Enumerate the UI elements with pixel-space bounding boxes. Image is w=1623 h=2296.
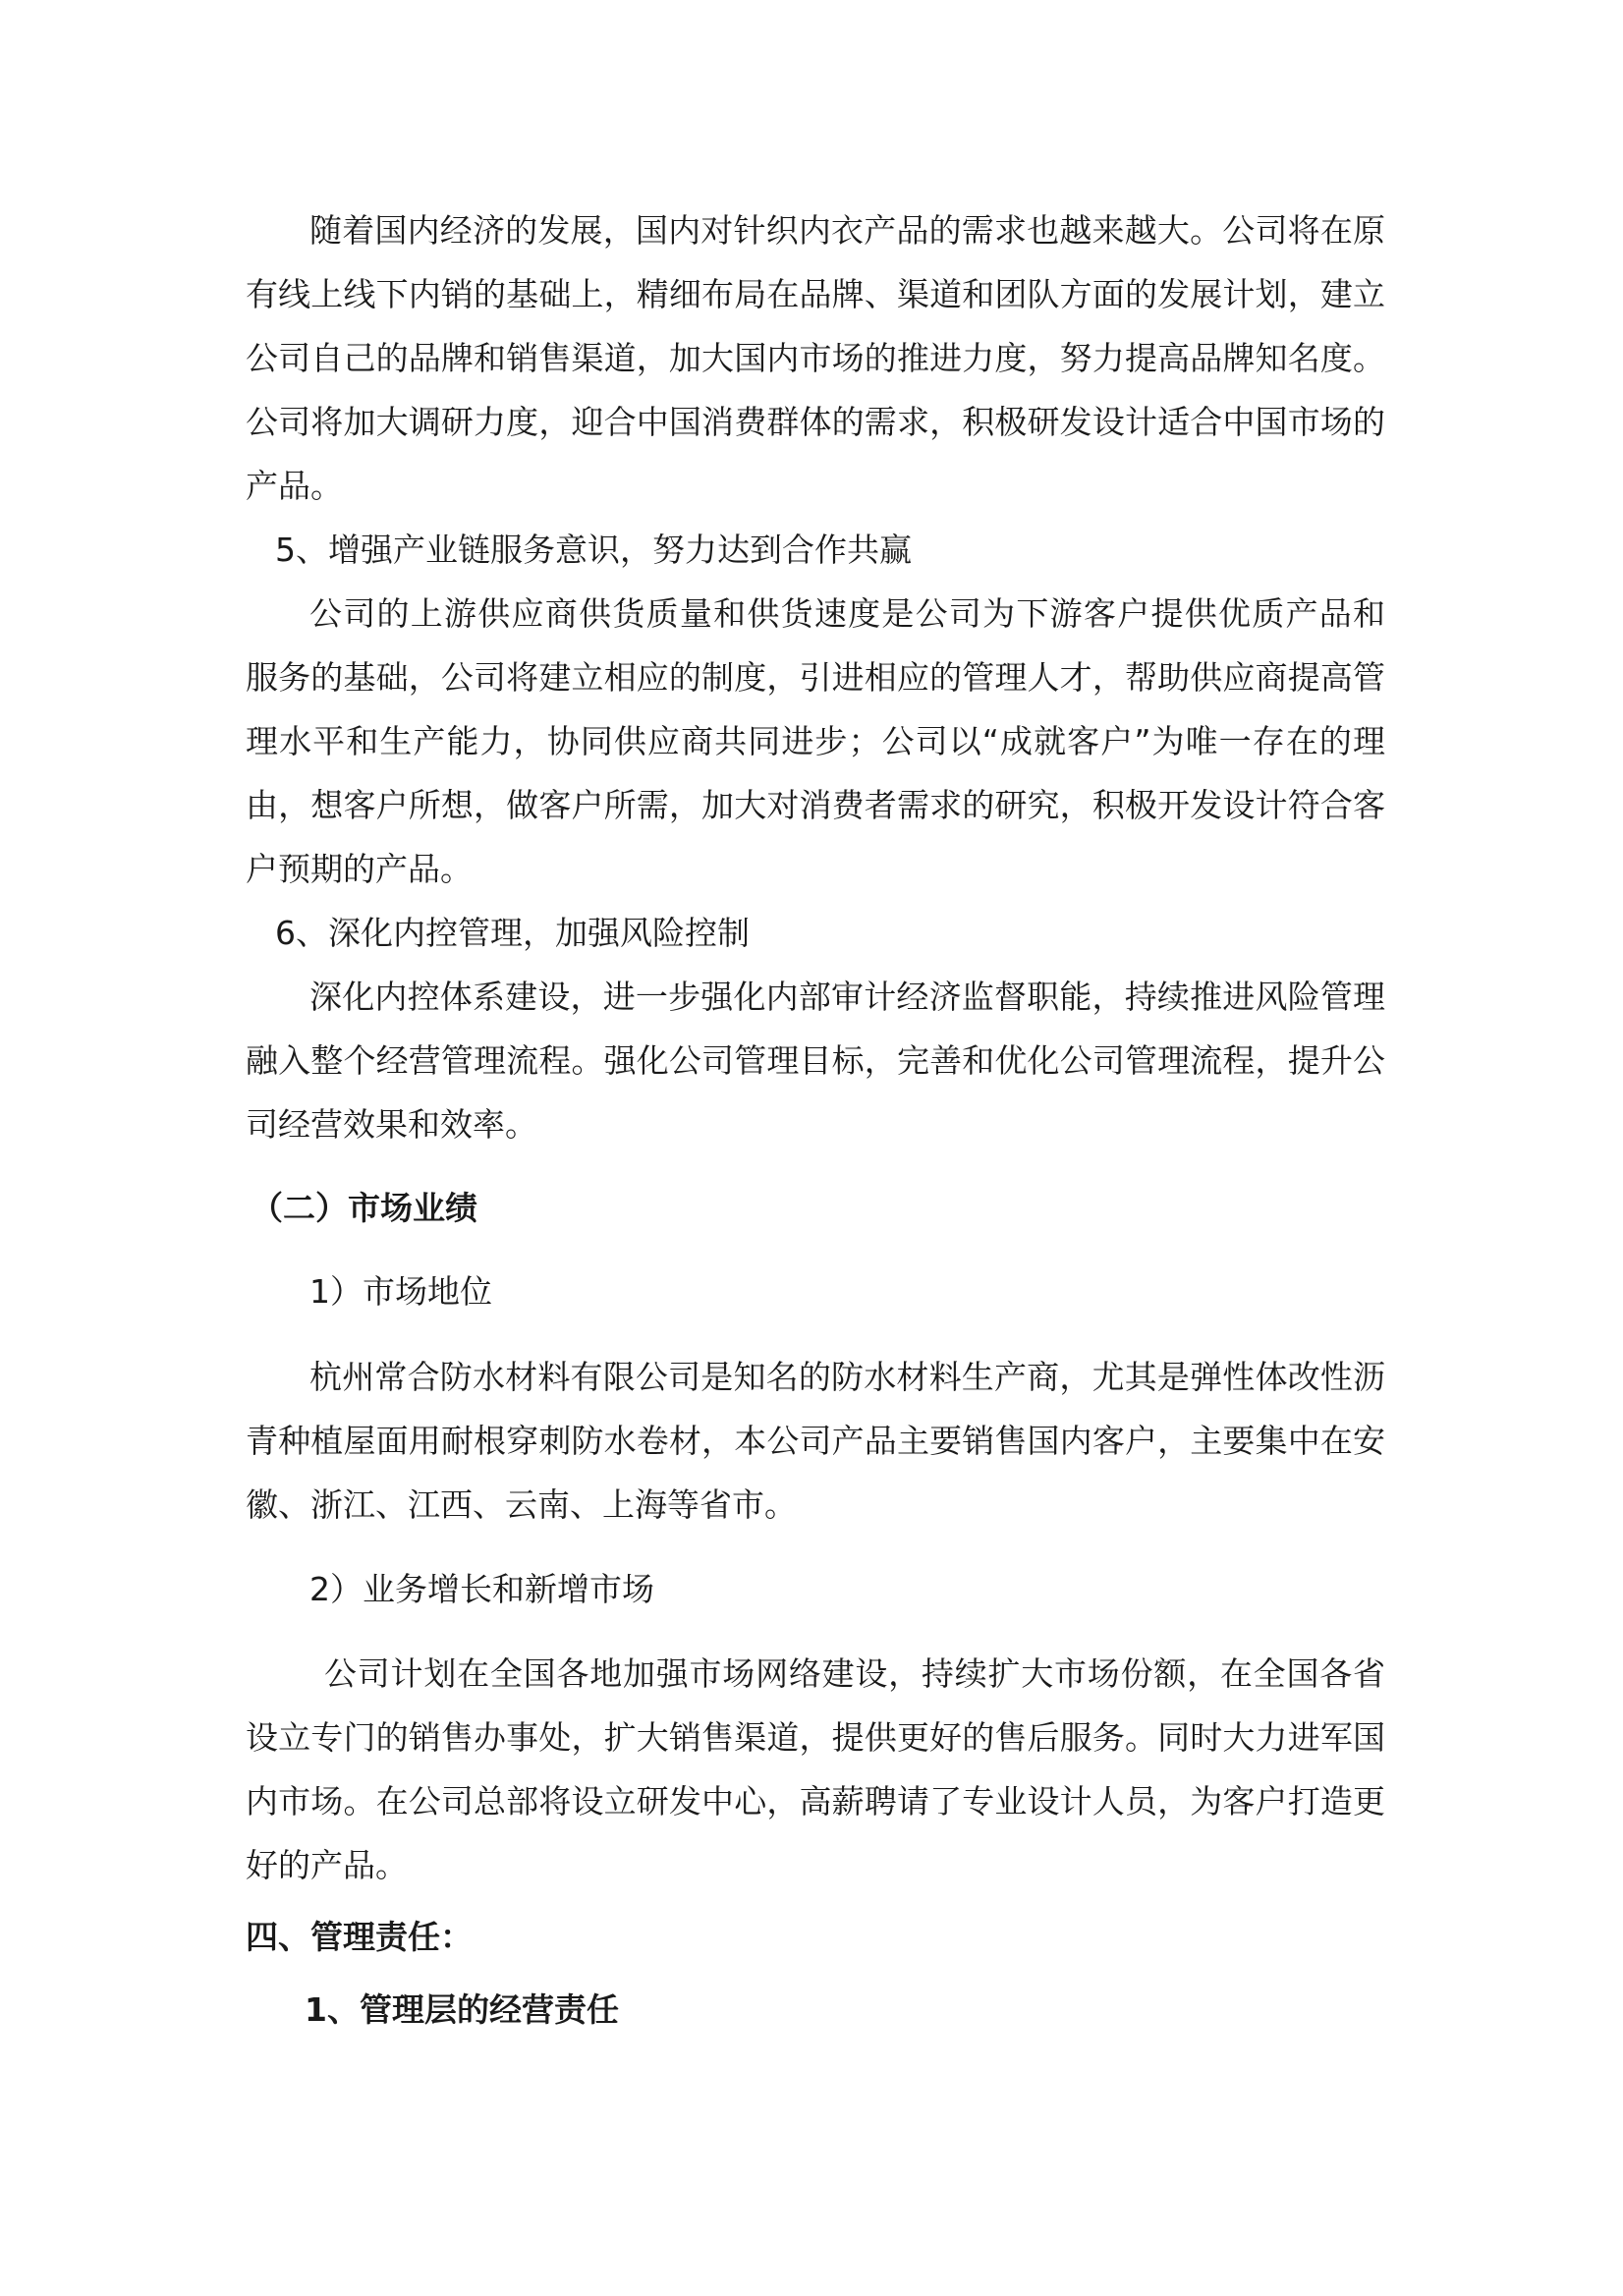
paragraph-line: 公司自己的品牌和销售渠道，加大国内市场的推进力度，努力提高品牌知名度。 [246, 339, 1385, 377]
subsection-heading: 1、管理层的经营责任 [305, 1990, 619, 2029]
paragraph-line: 有线上线下内销的基础上，精细布局在品牌、渠道和团队方面的发展计划，建立 [246, 275, 1385, 313]
paragraph-line: 公司计划在全国各地加强市场网络建设，持续扩大市场份额，在全国各省 [324, 1654, 1385, 1693]
paragraph-line: 产品。 [246, 467, 343, 505]
paragraph-line: 徽、浙江、江西、云南、上海等省市。 [246, 1485, 797, 1524]
paragraph-line: 司经营效果和效率。 [246, 1105, 537, 1144]
paragraph-line: 深化内控体系建设，进一步强化内部审计经济监督职能，持续推进风险管理 [309, 978, 1385, 1016]
paragraph-line: 理水平和生产能力，协同供应商共同进步；公司以“成就客户”为唯一存在的理 [246, 722, 1385, 760]
paragraph-line: 户预期的产品。 [246, 850, 473, 888]
item-heading: 5、增强产业链服务意识，努力达到合作共赢 [275, 531, 912, 569]
paragraph-line: 由，想客户所想，做客户所需，加大对消费者需求的研究，积极开发设计符合客 [246, 786, 1385, 824]
paragraph-line: 公司将加大调研力度，迎合中国消费群体的需求，积极研发设计适合中国市场的 [246, 403, 1385, 441]
item-heading: 6、深化内控管理，加强风险控制 [275, 914, 750, 952]
section-heading: （二）市场业绩 [251, 1189, 477, 1227]
section-heading: 四、管理责任： [246, 1918, 473, 1956]
paragraph-line: 融入整个经营管理流程。强化公司管理目标，完善和优化公司管理流程，提升公 [246, 1041, 1385, 1080]
paragraph-line: 杭州常合防水材料有限公司是知名的防水材料生产商，尤其是弹性体改性沥 [309, 1358, 1385, 1396]
subsection-heading: 1）市场地位 [309, 1272, 492, 1311]
paragraph-line: 公司的上游供应商供货质量和供货速度是公司为下游客户提供优质产品和 [309, 594, 1385, 633]
paragraph-line: 青种植屋面用耐根穿刺防水卷材，本公司产品主要销售国内客户，主要集中在安 [246, 1422, 1385, 1460]
paragraph-line: 服务的基础，公司将建立相应的制度，引进相应的管理人才，帮助供应商提高管 [246, 658, 1385, 697]
paragraph-line: 好的产品。 [246, 1846, 408, 1884]
paragraph-line: 内市场。在公司总部将设立研发中心，高薪聘请了专业设计人员，为客户打造更 [246, 1782, 1385, 1820]
paragraph-line: 设立专门的销售办事处，扩大销售渠道，提供更好的售后服务。同时大力进军国 [246, 1718, 1385, 1757]
paragraph-line: 随着国内经济的发展，国内对针织内衣产品的需求也越来越大。公司将在原 [309, 211, 1385, 250]
subsection-heading: 2）业务增长和新增市场 [309, 1570, 654, 1608]
